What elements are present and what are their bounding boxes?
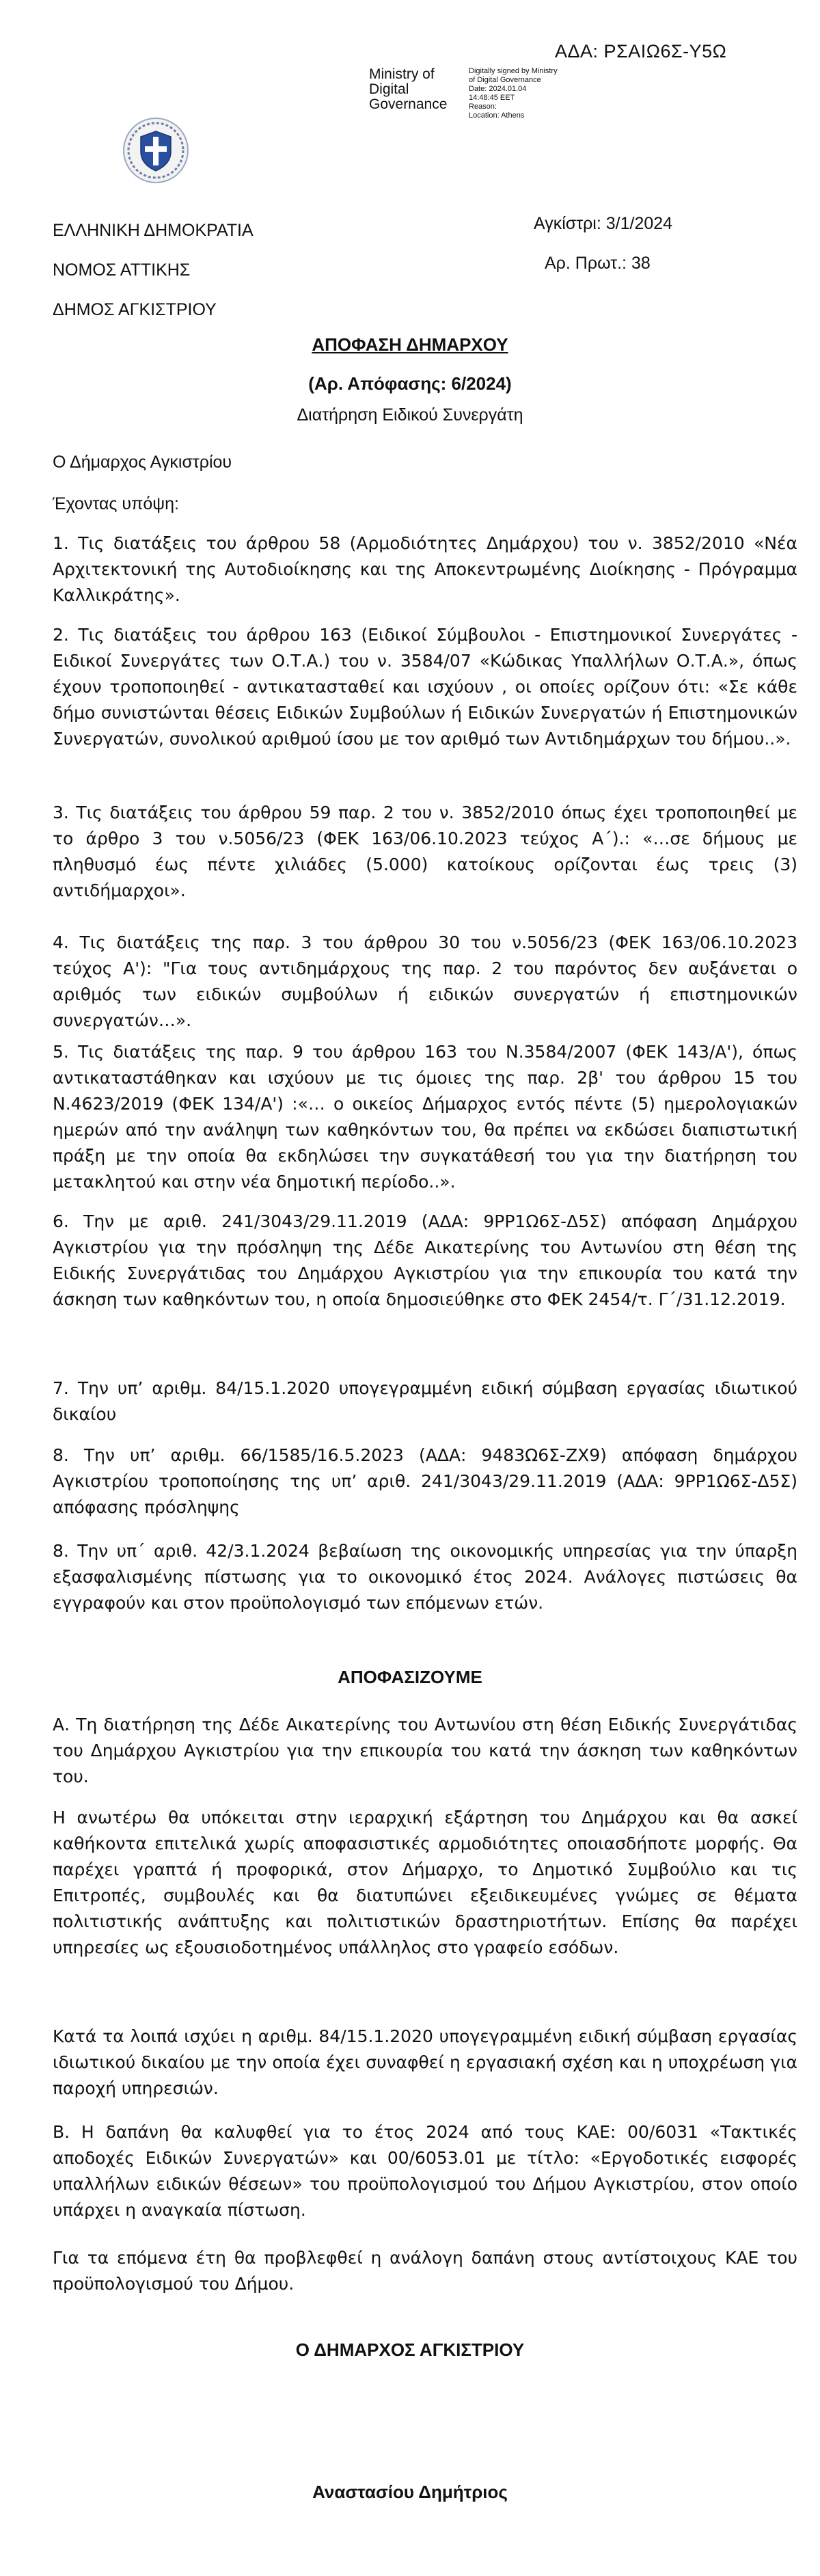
consideration-paragraph: 4. Τις διατάξεις της παρ. 3 του άρθρου 30 του ν.5056/23 (ΦΕΚ 163/06.10.2023 τεύχος Α'): "Για τους αντιδημάρχους της παρ. 2 του παρόντος δεν αυξάνεται ο αριθμός των ειδικών συμβούλων ή ειδικών συνεργατών ή επιστημονικών συνεργατών…».: [53, 933, 797, 1030]
signer-org-name: [369, 67, 447, 112]
signature-detail: of Digital Governance: [469, 76, 541, 84]
protocol-number: Αρ. Πρωτ.: 38: [545, 254, 651, 273]
signature-detail: Digitally signed by Ministry: [469, 67, 558, 75]
signer-org-line: Digital: [369, 81, 409, 97]
considering-intro: Έχοντας υπόψη:: [53, 494, 179, 513]
mayor-intro: Ο Δήμαρχος Αγκιστρίου: [53, 453, 232, 472]
signatory-title: Ο ΔΗΜΑΡΧΟΣ ΑΓΚΙΣΤΡΙΟΥ: [295, 2339, 525, 2360]
document-date: Αγκίστρι: 3/1/2024: [534, 214, 673, 233]
signature-detail: Location: Athens: [469, 111, 525, 120]
prefecture-line: ΝΟΜΟΣ ΑΤΤΙΚΗΣ: [53, 260, 191, 280]
consideration-paragraph: 3. Τις διατάξεις του άρθρου 59 παρ. 2 του ν. 3852/2010 όπως έχει τροποποιηθεί με το άρθρο 3 του ν.5056/23 (ΦΕΚ 163/06.10.2023 τεύχος Α΄).: «…σε δήμους με πληθυσμό έως πέντε χιλιάδες (5.000) κατοίκους ορίζονται έως τρεις (3) αντιδήμαρχοι».: [53, 803, 797, 900]
page-title: ΑΠΟΦΑΣΗ ΔΗΜΑΡΧΟΥ: [312, 334, 508, 355]
signature-detail: Date: 2024.01.04: [469, 85, 527, 93]
issuer-lines: [53, 211, 254, 330]
consideration-paragraph: 2. Τις διατάξεις του άρθρου 163 (Ειδικοί Σύμβουλοι - Επιστημονικοί Συνεργάτες - Ειδικοί Συνεργάτες των Ο.Τ.Α.) του ν. 3584/07 «Κώδικας Υπαλλήλων Ο.Τ.Α.», όπως έχουν τροποποιηθεί - αντικατασταθεί και ισχύουν , οι οποίες ορίζουν ότι: «Σε κάθε δήμο συνιστώνται θέσεις Ειδικών Συμβούλων ή Ειδικών Συνεργατών ή Επιστημονικών Συνεργατών, συνολικού αριθμού ίσου με τον αριθμό των Αντιδημάρχων του δήμου..».: [53, 625, 797, 749]
consideration-paragraph: 8. Την υπ΄ αριθ. 42/3.1.2024 βεβαίωση της οικονομικής υπηρεσίας για την ύπαρξη εξασφαλισμένης πίστωσης για το οικονομικό έτος 2024. Ανάλογες πιστώσεις θα εγγραφούν και στον προϋπολογισμό των επόμενων ετών.: [53, 1541, 797, 1613]
decision-paragraph: Η ανωτέρω θα υπόκειται στην ιεραρχική εξάρτηση του Δημάρχου και θα ασκεί καθήκοντα επιτελικά χωρίς αποφασιστικές αρμοδιότητες οποιασδήποτε μορφής. Θα παρέχει γραπτά ή προφορικά, στον Δήμαρχο, το Δημοτικό Συμβούλιο και τις Επιτροπές, συμβουλές και θα διατυπώνει εξειδικευμένες γνώμες σε θέματα πολιτιστικής ανάπτυξης και πολιτιστικών δραστηριοτήτων. Επίσης θα παρέχει υπηρεσίες ως εξουσιοδοτημένος υπάλληλος στο γραφείο εσόδων.: [53, 1808, 797, 1957]
consideration-paragraph: 8. Την υπ’ αριθμ. 66/1585/16.5.2023 (ΑΔΑ: 9483Ω6Σ-ΖΧ9) απόφαση δημάρχου Αγκιστρίου τροποποίησης της υπ’ αριθ. 241/3043/29.11.2019 (ΑΔΑ: 9ΡΡ1Ω6Σ-Δ5Σ) απόφασης πρόσληψης: [53, 1445, 797, 1517]
decision-heading: ΑΠΟΦΑΣΙΖΟΥΜΕ: [338, 1667, 482, 1687]
signer-org-line: Governance: [369, 96, 448, 112]
municipality-line: ΔΗΜΟΣ ΑΓΚΙΣΤΡΙΟΥ: [53, 300, 217, 319]
decision-paragraph: Κατά τα λοιπά ισχύει η αριθμ. 84/15.1.2020 υπογεγραμμένη ειδική σύμβαση εργασίας ιδιωτικού δικαίου με την οποία έχει συναφθεί η εργασιακή σχέση και η υποχρέωση για παροχή υπηρεσιών.: [53, 2026, 797, 2098]
consideration-paragraph: 7. Την υπ’ αριθμ. 84/15.1.2020 υπογεγραμμένη ειδική σύμβαση εργασίας ιδιωτικού δικαίου: [53, 1378, 797, 1424]
decision-subject: Διατήρηση Ειδικού Συνεργάτη: [297, 405, 523, 425]
consideration-paragraph: 5. Τις διατάξεις της παρ. 9 του άρθρου 163 του Ν.3584/2007 (ΦΕΚ 143/Α'), όπως αντικαταστάθηκαν και ισχύουν με τις όμοιες της παρ. 2β' του άρθρου 15 του Ν.4623/2019 (ΦΕΚ 134/Α') :«… ο οικείος Δήμαρχος εντός πέντε (5) ημερολογιακών ημερών από την ανάληψη των καθηκόντων του, θα πρέπει να εκδώσει διαπιστωτική πράξη με την οποία θα εκδηλώσει την συγκατάθεσή του για την διατήρηση του μετακλητού και στην νέα δημοτική περίοδο..».: [53, 1042, 797, 1192]
decision-paragraph: Α. Τη διατήρηση της Δέδε Αικατερίνης του Αντωνίου στη θέση Ειδικής Συνεργάτιδας του Δημάρχου Αγκιστρίου για την επικουρία του κατά την άσκηση των καθηκόντων του.: [53, 1715, 797, 1786]
country-line: ΕΛΛΗΝΙΚΗ ΔΗΜΟΚΡΑΤΙΑ: [53, 221, 254, 240]
signature-detail: Reason:: [469, 103, 497, 111]
signature-detail: 14:48:45 EET: [469, 94, 515, 102]
signer-org-line: Ministry of: [369, 66, 435, 82]
signatory-name: Αναστασίου Δημήτριος: [312, 2482, 508, 2502]
digital-signature-block: [369, 67, 574, 129]
decision-paragraph: Β. Η δαπάνη θα καλυφθεί για το έτος 2024 από τους ΚΑΕ: 00/6031 «Τακτικές αποδοχές Ειδικών Συνεργατών» και 00/6053.01 με τίτλο: «Εργοδοτικές εισφορές υπαλλήλων ειδικών θέσεων» του προϋπολογισμού του Δήμου Αγκιστρίου, στον οποίο υπάρχει η αναγκαία πίστωση.: [53, 2122, 797, 2220]
decision-number: (Αρ. Απόφασης: 6/2024): [308, 373, 512, 394]
consideration-paragraph: 6. Την με αριθ. 241/3043/29.11.2019 (ΑΔΑ: 9ΡΡ1Ω6Σ-Δ5Σ) απόφαση Δημάρχου Αγκιστρίου για την πρόσληψη της Δέδε Αικατερίνης του Αντωνίου στη θέση της Ειδικής Συνεργάτιδας του Δημάρχου Αγκιστρίου για την επικουρία του κατά την άσκηση των καθηκόντων του, η οποία δημοσιεύθηκε στο ΦΕΚ 2454/τ. Γ΄/31.12.2019.: [53, 1211, 797, 1309]
ada-code: ΑΔΑ: ΡΣΑΙΩ6Σ-Υ5Ω: [555, 41, 727, 62]
consideration-paragraph: 1. Τις διατάξεις του άρθρου 58 (Αρμοδιότητες Δημάρχου) του ν. 3852/2010 «Νέα Αρχιτεκτονική της Αυτοδιοίκησης και της Αποκεντρωμένης Διοίκησης - Πρόγραμμα Καλλικράτης».: [53, 533, 797, 605]
signature-details: [469, 67, 558, 120]
decision-paragraph: Για τα επόμενα έτη θα προβλεφθεί η ανάλογη δαπάνη στους αντίστοιχους ΚΑΕ του προϋπολογισμού του Δήμου.: [53, 2248, 797, 2294]
emblem-icon: [122, 116, 190, 185]
